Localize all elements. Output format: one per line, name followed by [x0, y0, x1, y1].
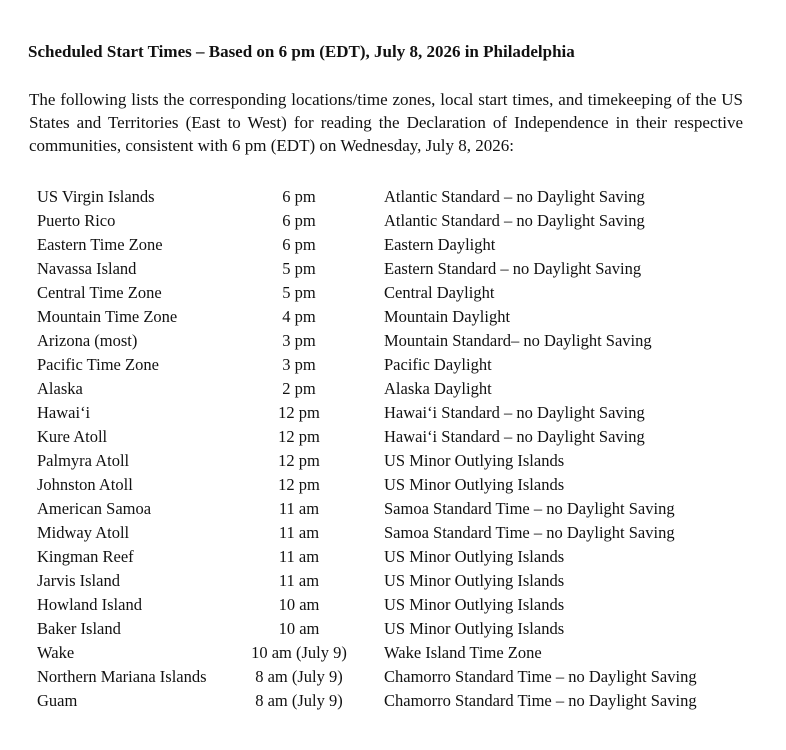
document-title: Scheduled Start Times – Based on 6 pm (EDT), July 8, 2026 in Philadelphia — [28, 42, 575, 61]
location-cell: Northern Mariana Islands — [37, 667, 207, 686]
location-cell: Navassa Island — [37, 259, 137, 278]
timekeeping-cell: Mountain Daylight — [384, 307, 511, 326]
start-time-cell: 6 pm — [282, 187, 316, 206]
timekeeping-cell: Atlantic Standard – no Daylight Saving — [384, 187, 645, 206]
schedule-table — [37, 185, 777, 713]
timekeeping-cell: US Minor Outlying Islands — [384, 619, 565, 638]
table-row — [37, 617, 777, 641]
timekeeping-cell: Pacific Daylight — [384, 355, 492, 374]
start-time-cell: 5 pm — [282, 283, 316, 302]
start-time-cell: 3 pm — [282, 331, 316, 350]
table-row — [37, 401, 777, 425]
table-row — [37, 593, 777, 617]
table-row — [37, 425, 777, 449]
start-time-cell: 3 pm — [282, 355, 316, 374]
location-cell: Kure Atoll — [37, 427, 108, 446]
timekeeping-cell: Hawaiʻi Standard – no Daylight Saving — [384, 427, 645, 446]
location-cell: Pacific Time Zone — [37, 355, 159, 374]
start-time-cell: 11 am — [278, 571, 320, 590]
location-cell: Arizona (most) — [37, 331, 138, 350]
location-cell: Midway Atoll — [37, 523, 130, 542]
table-row — [37, 569, 777, 593]
start-time-cell: 10 am — [278, 619, 320, 638]
location-cell: Jarvis Island — [37, 571, 120, 590]
start-time-cell: 12 pm — [278, 451, 320, 470]
table-row — [37, 497, 777, 521]
location-cell: Mountain Time Zone — [37, 307, 178, 326]
timekeeping-cell: Samoa Standard Time – no Daylight Saving — [384, 499, 675, 518]
table-row — [37, 185, 777, 209]
timekeeping-cell: Chamorro Standard Time – no Daylight Saving — [384, 667, 697, 686]
location-cell: Kingman Reef — [37, 547, 134, 566]
location-cell: Wake — [37, 643, 75, 662]
start-time-cell: 12 pm — [278, 475, 320, 494]
start-time-cell: 8 am (July 9) — [255, 667, 343, 686]
start-time-cell: 12 pm — [278, 427, 320, 446]
table-row — [37, 449, 777, 473]
table-row — [37, 377, 777, 401]
table-row — [37, 545, 777, 569]
timekeeping-cell: Chamorro Standard Time – no Daylight Saving — [384, 691, 697, 710]
table-row — [37, 281, 777, 305]
intro-paragraph: The following lists the corresponding locations/time zones, local start times, and timekeeping of the US States and Territories (East to West) for reading the Declaration of Independence in their respective communities, consistent with 6 pm (EDT) on Wednesday, July 8, 2026: — [29, 90, 743, 155]
start-time-cell: 11 am — [278, 523, 320, 542]
timekeeping-cell: US Minor Outlying Islands — [384, 547, 565, 566]
timekeeping-cell: US Minor Outlying Islands — [384, 475, 565, 494]
table-row — [37, 233, 777, 257]
timekeeping-cell: Wake Island Time Zone — [384, 643, 542, 662]
timekeeping-cell: Eastern Daylight — [384, 235, 496, 254]
timekeeping-cell: Central Daylight — [384, 283, 495, 302]
start-time-cell: 11 am — [278, 499, 320, 518]
timekeeping-cell: US Minor Outlying Islands — [384, 595, 565, 614]
timekeeping-cell: Hawaiʻi Standard – no Daylight Saving — [384, 403, 645, 422]
start-time-cell: 2 pm — [282, 379, 316, 398]
table-row — [37, 209, 777, 233]
location-cell: Palmyra Atoll — [37, 451, 130, 470]
timekeeping-cell: Eastern Standard – no Daylight Saving — [384, 259, 642, 278]
location-cell: Puerto Rico — [37, 211, 116, 230]
location-cell: Alaska — [37, 379, 83, 398]
location-cell: Guam — [37, 691, 78, 710]
start-time-cell: 4 pm — [282, 307, 316, 326]
location-cell: Hawaiʻi — [37, 403, 91, 422]
start-time-cell: 10 am (July 9) — [251, 643, 347, 662]
location-cell: Baker Island — [37, 619, 121, 638]
start-time-cell: 6 pm — [282, 211, 316, 230]
table-row — [37, 665, 777, 689]
timekeeping-cell: US Minor Outlying Islands — [384, 571, 565, 590]
start-time-cell: 5 pm — [282, 259, 316, 278]
location-cell: US Virgin Islands — [37, 187, 155, 206]
timekeeping-cell: Samoa Standard Time – no Daylight Saving — [384, 523, 675, 542]
table-row — [37, 257, 777, 281]
start-time-cell: 11 am — [278, 547, 320, 566]
location-cell: Johnston Atoll — [37, 475, 133, 494]
timekeeping-cell: Mountain Standard– no Daylight Saving — [384, 331, 652, 350]
location-cell: Central Time Zone — [37, 283, 162, 302]
start-time-cell: 12 pm — [278, 403, 320, 422]
timekeeping-cell: Alaska Daylight — [384, 379, 492, 398]
location-cell: Howland Island — [37, 595, 142, 614]
location-cell: American Samoa — [37, 499, 152, 518]
table-row — [37, 521, 777, 545]
table-row — [37, 689, 777, 713]
table-row — [37, 305, 777, 329]
table-row — [37, 641, 777, 665]
table-row — [37, 473, 777, 497]
table-row — [37, 329, 777, 353]
location-cell: Eastern Time Zone — [37, 235, 163, 254]
start-time-cell: 8 am (July 9) — [255, 691, 343, 710]
timekeeping-cell: US Minor Outlying Islands — [384, 451, 565, 470]
start-time-cell: 10 am — [278, 595, 320, 614]
timekeeping-cell: Atlantic Standard – no Daylight Saving — [384, 211, 645, 230]
start-time-cell: 6 pm — [282, 235, 316, 254]
table-row — [37, 353, 777, 377]
